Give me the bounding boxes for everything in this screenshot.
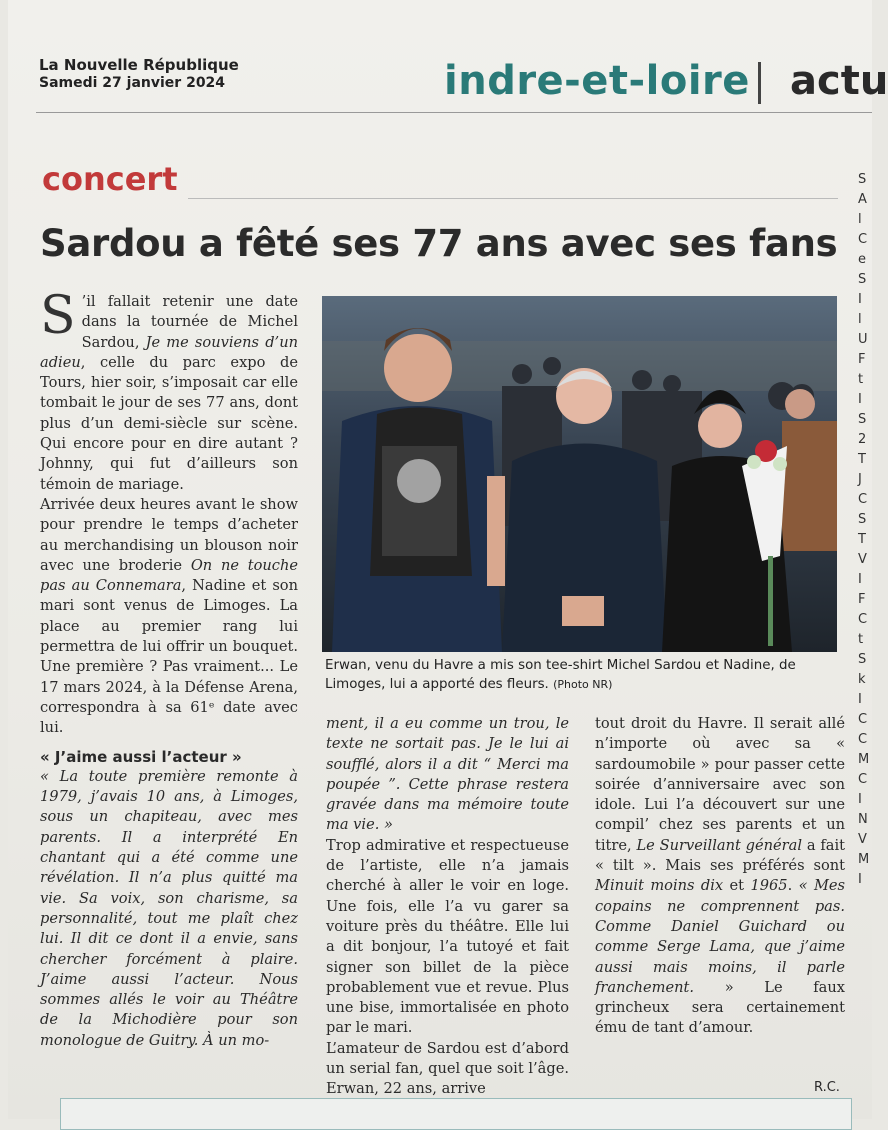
article-column-1 xyxy=(40,286,298,1051)
photo-credit: (Photo NR) xyxy=(553,678,613,691)
strip-letter: F xyxy=(858,592,866,607)
caption-text: Erwan, venu du Havre a mis son tee-shirt Michel Sardou et Nadine, de Limoges, lui a apporté des fleurs. xyxy=(325,658,796,692)
rubric-label: concert xyxy=(42,160,178,198)
section-divider xyxy=(758,62,761,104)
adjacent-column-strip xyxy=(858,170,872,1090)
strip-letter: t xyxy=(858,632,864,647)
strip-letter: I xyxy=(858,692,862,707)
strip-letter: S xyxy=(858,512,867,527)
quote-text: « Mes copains ne comprennent pas. Comme Daniel Guichard ou comme Serge Lama, que j’aime aussi mais moins, il parle franchement. xyxy=(595,877,846,996)
paragraph-text: L’amateur de Sardou est d’abord un serial fan, quel que soit l’âge. Erwan, 22 ans, arrive xyxy=(326,1039,569,1098)
strip-letter: I xyxy=(858,572,862,587)
issue-date: Samedi 27 janvier 2024 xyxy=(39,75,226,91)
article-photo xyxy=(322,296,837,652)
article-subhead: « J’aime aussi l’acteur » xyxy=(40,747,242,766)
strip-letter: U xyxy=(858,332,868,347)
paragraph-text: , Nadine et son mari sont venus de Limoges. La place au premier rang lui permettra de lui offrir un bouquet. Une première ? Pas vraiment... Le 17 mars 2024, à la Défense Arena, correspondra à sa 61ᵉ date avec lui. xyxy=(40,577,298,737)
strip-letter: N xyxy=(858,812,868,827)
strip-letter: 2 xyxy=(858,432,867,447)
song-title: Minuit moins dix xyxy=(595,877,724,895)
paragraph-text: . xyxy=(787,877,799,895)
strip-letter: T xyxy=(858,532,866,547)
strip-letter: I xyxy=(858,392,862,407)
paragraph-text: tout droit du Havre. Il serait allé n’importe où avec sa « sardoumobile » pour passer cette soirée d’anniversaire avec son idole. Lui l’a découvert sur une compil’ chez ses parents et un titre, xyxy=(595,715,845,854)
strip-letter: J xyxy=(858,472,862,487)
strip-letter: I xyxy=(858,872,862,887)
drop-cap: S xyxy=(40,286,76,346)
paragraph-text: et xyxy=(723,877,751,895)
song-title: 1965 xyxy=(750,877,788,895)
strip-letter: A xyxy=(858,192,867,207)
section-subtitle: actu xyxy=(790,58,888,104)
photo-caption xyxy=(325,656,840,694)
strip-letter: M xyxy=(858,852,870,867)
quote-paragraph: « La toute première remonte à 1979, j’avais 10 ans, à Limoges, sous un chapiteau, avec mes parents. Il a interprété En chantant qui a été comme une révélation. Il n’a plus quitté ma vie. Sa voix, son charisme, sa personnalité, tout me plaît chez lui. Il dit ce dont il a envie, sans chercher forcément à plaire. J’aime aussi l’acteur. Nous sommes allés le voir au Théâtre de la Michodière pour son monologue de Guitry. À un mo- xyxy=(40,767,298,1049)
article-column-2 xyxy=(326,714,569,1100)
paragraph-text: a fait « tilt ». Mais ses préférés sont xyxy=(595,836,845,875)
strip-letter: S xyxy=(858,272,867,287)
paragraph-text: , celle du parc expo de Tours, hier soir, s’imposait car elle tombait le jour de ses 77 ans, dont plus d’un demi-siècle sur scène. Qui encore pour en dire autant ? Johnny, qui fut d’ailleurs son témoin de mariage. xyxy=(40,353,298,493)
strip-letter: C xyxy=(858,772,868,787)
paper-name: La Nouvelle République xyxy=(39,56,239,74)
strip-letter: C xyxy=(858,232,868,247)
paragraph-text: ’il fallait retenir une date dans la tournée de Michel Sardou, xyxy=(81,293,298,351)
strip-letter: t xyxy=(858,372,864,387)
strip-letter: k xyxy=(858,672,866,687)
strip-letter: M xyxy=(858,752,870,767)
article-column-3 xyxy=(595,714,845,1039)
strip-letter: I xyxy=(858,792,862,807)
article-headline: Sardou a fêté ses 77 ans avec ses fans xyxy=(40,222,838,265)
song-title: On ne touche pas au Connemara xyxy=(40,556,298,595)
concert-photo-illustration xyxy=(322,296,837,652)
strip-letter: C xyxy=(858,712,868,727)
strip-letter: C xyxy=(858,732,868,747)
strip-letter: C xyxy=(858,612,868,627)
strip-letter: S xyxy=(858,172,867,187)
paragraph-text: » Le faux grincheux sera certainement ému de tant d’amour. xyxy=(595,978,845,1037)
section-title: indre-et-loire xyxy=(444,58,750,104)
song-title: Je me souviens d’un adieu xyxy=(40,333,298,371)
paragraph-text: Arrivée deux heures avant le show pour prendre le temps d’acheter au merchandising un blouson noir avec une broderie xyxy=(40,495,298,574)
strip-letter: l xyxy=(858,212,862,227)
strip-letter: I xyxy=(858,292,862,307)
author-signature: R.C. xyxy=(814,1080,840,1095)
paragraph-text: Trop admirative et respectueuse de l’artiste, elle n’a jamais cherché à aller le voir en loge. Une fois, elle l’a vu garer sa voiture près du théâtre. Elle lui a dit bonjour, l’a tutoyé et fait signer son billet de la pièce probablement vue et revue. Plus une bise, immortalisée en photo par le mari. xyxy=(326,836,569,1037)
strip-letter: F xyxy=(858,352,866,367)
quote-paragraph: ment, il a eu comme un trou, le texte ne sortait pas. Je le lui ai soufflé, alors il a dit “ Merci ma poupée ”. Cette phrase restera gravée dans ma mémoire toute ma vie. » xyxy=(326,715,569,834)
masthead xyxy=(39,56,239,91)
bottom-ad-box xyxy=(60,1098,852,1130)
song-title: Le Surveillant général xyxy=(636,836,803,854)
rubric-rule xyxy=(188,198,838,199)
strip-letter: V xyxy=(858,552,867,567)
strip-letter: C xyxy=(858,492,868,507)
header-rule xyxy=(36,112,872,113)
strip-letter: S xyxy=(858,652,867,667)
strip-letter: T xyxy=(858,452,866,467)
strip-letter: e xyxy=(858,252,866,267)
strip-letter: l xyxy=(858,312,862,327)
strip-letter: V xyxy=(858,832,867,847)
strip-letter: S xyxy=(858,412,867,427)
